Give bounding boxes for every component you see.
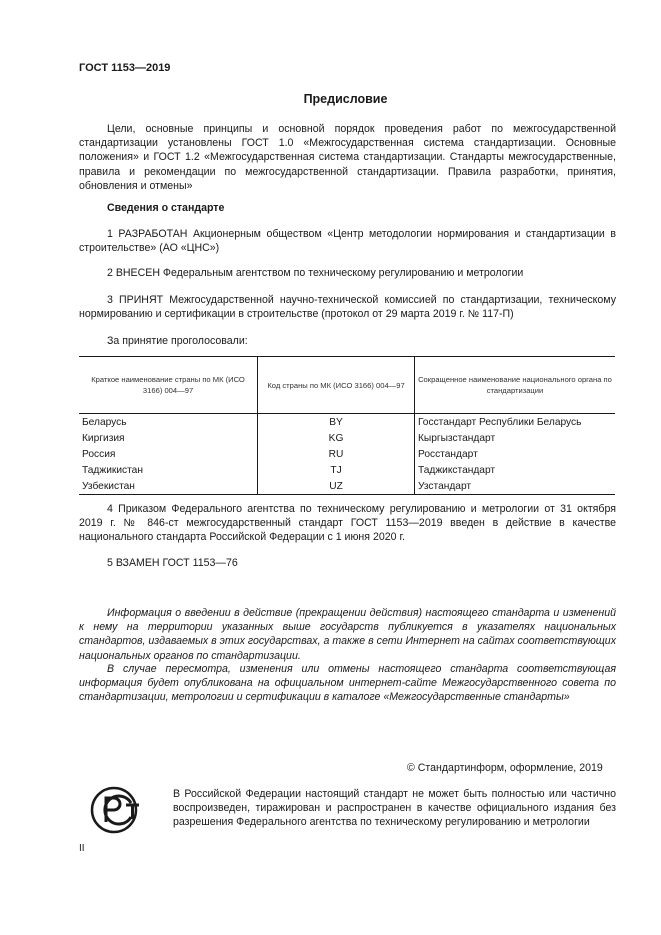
info-heading: Сведения о стандарте [107,202,225,214]
country-cell: Узбекистан [79,478,258,494]
copyright-notice: В Российской Федерации настоящий стандарт не может быть полностью или частично воспроизведен, тиражирован и распространен в качестве официального издания без разрешения Федерального агентства по техническому регулированию и метрологии [173,788,616,829]
agency-cell: Кыргызстандарт [417,432,496,444]
country-cell: Таджикистан [79,462,258,478]
page-number: II [79,843,85,854]
voting-table-grid [79,357,615,494]
table-row [79,430,615,446]
country-cell: Россия [79,446,258,462]
intro-paragraph: Цели, основные принципы и основной порядок проведения работ по межгосударственной стандартизации установлены ГОСТ 1.0 «Межгосударственная система стандартизации. Основные положения» и ГОСТ 1.2 «Межгосударственная система стандартизации. Стандарты межгосударственные, правила и рекомендации по межгосударственной стандартизации. Правила разработки, принятия, обновления и отмены» [79,123,616,192]
table-header-cell: Код страны по МК (ИСО 3166) 004—97 [258,357,415,414]
agency-cell: Госстандарт Республики Беларусь [417,416,582,428]
item-2: 2 ВНЕСЕН Федеральным агентством по техническому регулированию и метрологии [107,267,524,279]
table-row [79,414,615,431]
code-cell: TJ [258,462,415,478]
code-cell: BY [258,414,415,431]
voting-table [79,356,615,495]
voted-label: За принятие проголосовали: [107,335,248,347]
rst-logo [79,785,161,835]
table-header-row [79,357,615,414]
copyright-line: © Стандартинформ, оформление, 2019 [407,762,603,774]
item-4: 4 Приказом Федерального агентства по техническому регулированию и метрологии от 31 октября 2019 г. № 846-ст межгосударственный стандарт ГОСТ 1153—2019 введен в действие в качестве национального стандарта Российской Федерации с 1 июня 2020 г. [79,503,616,544]
item-3: 3 ПРИНЯТ Межгосударственной научно-технической комиссией по стандартизации, техническому нормированию и сертификации в строительстве (протокол от 29 марта 2019 г. № 117-П) [79,294,616,321]
item-1: 1 РАЗРАБОТАН Акционерным обществом «Центр методологии нормирования и стандартизации в строительстве» (АО «ЦНС») [79,228,616,255]
code-cell: UZ [258,478,415,494]
country-cell: Беларусь [79,414,258,431]
item-5: 5 ВЗАМЕН ГОСТ 1153—76 [107,557,238,569]
document-header: ГОСТ 1153—2019 [79,62,171,74]
code-cell: RU [258,446,415,462]
table-header-cell: Краткое наименование страны по МК (ИСО 3166) 004—97 [79,357,258,414]
table-header-cell: Сокращенное наименование национального органа по стандартизации [414,357,615,414]
italic-paragraph-2: В случае пересмотра, изменения или отмены настоящего стандарта соответствующая информация будет опубликована на официальном интернет-сайте Межгосударственного совета по стандартизации, метрологии и сертификации в каталоге «Межгосударственные стандарты» [79,663,616,704]
code-cell: KG [258,430,415,446]
country-cell: Киргизия [79,430,258,446]
table-row [79,446,615,462]
table-row [79,478,615,494]
page-title: Предисловие [303,92,388,106]
italic-paragraph-1: Информация о введении в действие (прекращении действия) настоящего стандарта и изменений к нему на территории указанных выше государств публикуется в указателях национальных стандартов, издаваемых в этих государствах, а также в сети Интернет на сайтах соответствующих национальных органов по стандартизации. [79,607,616,662]
agency-cell: Таджикстандарт [417,464,496,476]
agency-cell: Росстандарт [417,448,478,460]
agency-cell: Узстандарт [417,480,472,492]
table-row [79,462,615,478]
